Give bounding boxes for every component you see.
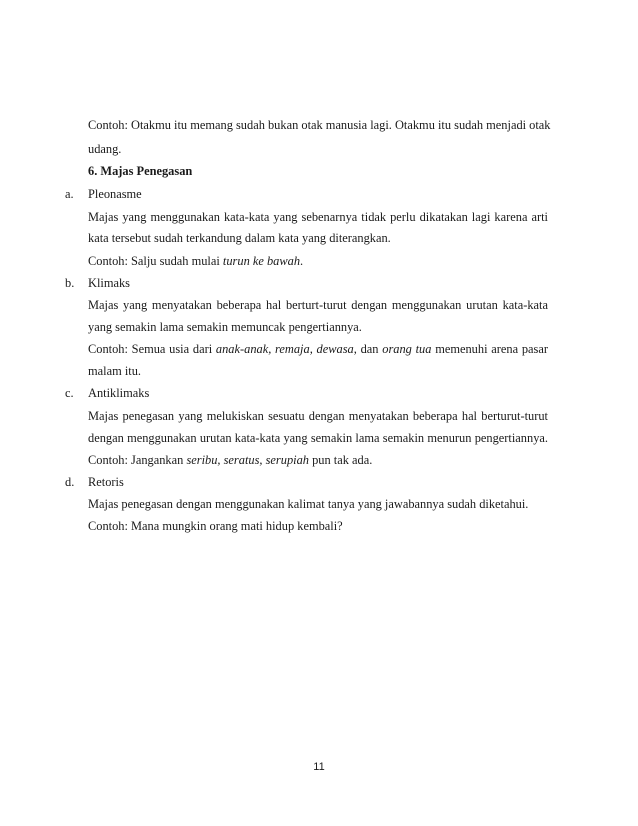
- section-title: 6. Majas Penegasan: [88, 164, 193, 178]
- item-title-klimaks: Klimaks: [88, 276, 130, 290]
- klimaks-definition-line-1: Majas yang menyatakan beberapa hal berturt-turut dengan menggunakan urutan kata-kata: [88, 298, 548, 312]
- intro-line-1: Contoh: Otakmu itu memang sudah bukan otak manusia lagi. Otakmu itu sudah menjadi otak: [88, 118, 551, 132]
- list-marker-c: c.: [65, 386, 74, 400]
- retoris-example: Contoh: Mana mungkin orang mati hidup kembali?: [88, 519, 343, 533]
- item-title-pleonasme: Pleonasme: [88, 187, 142, 201]
- list-marker-d: d.: [65, 475, 75, 489]
- item-title-retoris: Retoris: [88, 475, 124, 489]
- klimaks-example-italic-2: orang tua: [382, 342, 432, 356]
- klimaks-definition-line-2: yang semakin lama semakin memuncak pengertiannya.: [88, 320, 362, 334]
- pleonasme-definition-line-2: kata tersebut sudah terkandung dalam kata yang diterangkan.: [88, 231, 391, 245]
- pleonasme-definition-line-1: Majas yang menggunakan kata-kata yang sebenarnya tidak perlu dikatakan lagi karena arti: [88, 210, 548, 224]
- pleonasme-example: Contoh: Salju sudah mulai turun ke bawah.: [88, 254, 304, 268]
- pleonasme-example-italic: turun ke bawah: [222, 254, 301, 268]
- antiklimaks-definition-line-1: Majas penegasan yang melukiskan sesuatu dengan menyatakan beberapa hal berturut-turut: [88, 409, 548, 423]
- antiklimaks-example-italic: seribu, seratus, serupiah: [186, 453, 309, 467]
- klimaks-example-line-2: malam itu.: [88, 364, 141, 378]
- intro-line-2: udang.: [88, 142, 122, 156]
- list-marker-b: b.: [65, 276, 75, 290]
- list-marker-a: a.: [65, 187, 74, 201]
- antiklimaks-example: Contoh: Jangankan seribu, seratus, serupiah pun tak ada.: [88, 453, 373, 467]
- retoris-definition: Majas penegasan dengan menggunakan kalimat tanya yang jawabannya sudah diketahui.: [88, 497, 529, 511]
- antiklimaks-definition-line-2: dengan menggunakan urutan kata-kata yang semakin lama semakin menurun pengertiannya.: [88, 431, 548, 445]
- item-title-antiklimaks: Antiklimaks: [88, 386, 150, 400]
- klimaks-example-line-1: Contoh: Semua usia dari anak-anak, remaja, dewasa, dan orang tua memenuhi arena pasar: [88, 342, 548, 356]
- page-number: 11: [313, 761, 325, 773]
- klimaks-example-italic-1: anak-anak, remaja, dewasa: [215, 342, 354, 356]
